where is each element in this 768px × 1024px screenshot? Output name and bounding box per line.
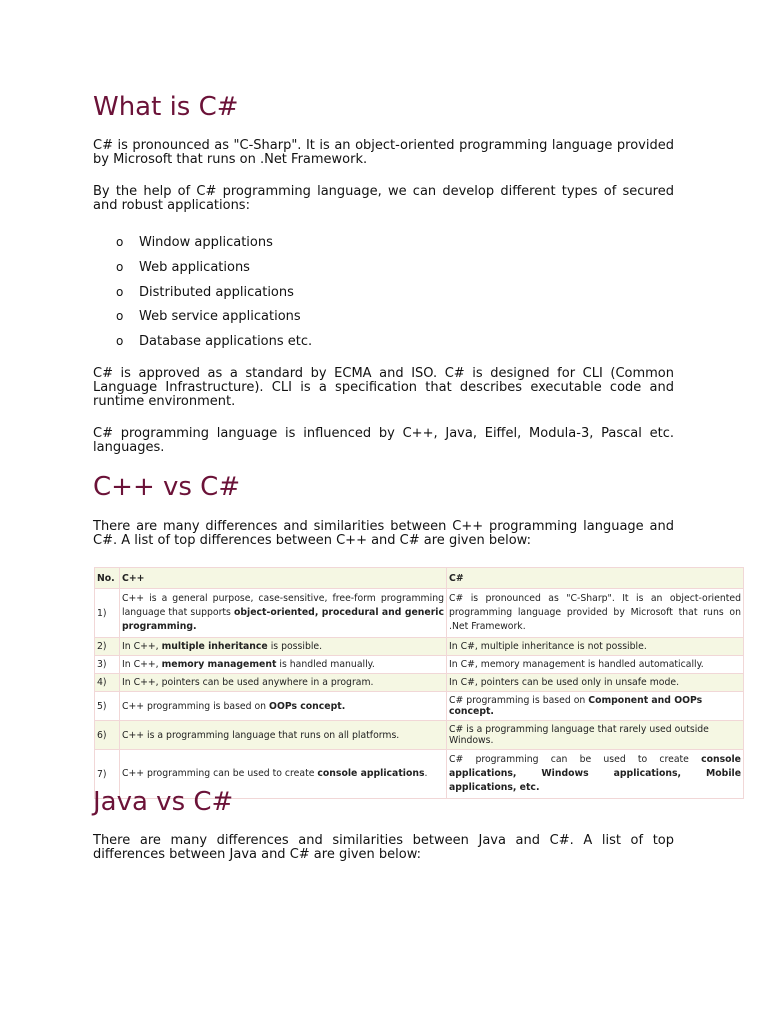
paragraph-applications: By the help of C# programming language, we can develop different types of secured and robust applications: (93, 184, 674, 213)
cell-text-segment: C# is pronounced as "C-Sharp". It is an object-oriented programming language provided by Microsoft that runs on .Net Framework. (449, 593, 741, 632)
application-types-list (116, 234, 312, 358)
table-row (95, 674, 744, 692)
cell-text-segment: OOPs concept. (269, 700, 346, 712)
cell-text-segment: C++ is a general purpose, case-sensitive, free-form programming language that supports (122, 593, 444, 618)
cell-cpp (120, 589, 447, 638)
cell-csharp (447, 674, 744, 692)
heading-what-is-csharp: What is C# (93, 92, 239, 122)
cell-csharp (447, 750, 744, 799)
cell-text-segment: is handled manually. (276, 659, 375, 670)
cell-text-segment: In C++, pointers can be used anywhere in a program. (122, 677, 374, 688)
column-header-csharp: C# (447, 568, 744, 589)
bullet-marker: o (116, 284, 124, 299)
table-header-row (95, 568, 744, 589)
heading-cpp-vs-csharp: C++ vs C# (93, 472, 241, 502)
column-header-cpp: C++ (120, 568, 447, 589)
bullet-marker: o (116, 235, 124, 249)
cell-text-segment: In C#, pointers can be used only in unsafe mode. (449, 677, 680, 688)
heading-java-vs-csharp: Java vs C# (93, 787, 234, 817)
cell-no: 7) (95, 750, 120, 799)
cell-text-segment: memory management (161, 659, 277, 670)
cell-no: 5) (95, 692, 120, 721)
list-item: o Web applications (116, 259, 312, 284)
paragraph-cpp-vs-csharp: There are many differences and similarities between C++ programming language and C#. A list of top differences between C++ and C# are given below: (93, 519, 674, 548)
bullet-marker: o (116, 259, 124, 274)
cell-text-segment: Component and OOPs concept. (449, 695, 703, 717)
cell-no: 6) (95, 721, 120, 750)
list-item: o Web service applications (116, 308, 312, 333)
list-item: o Distributed applications (116, 284, 312, 309)
cell-cpp (120, 692, 447, 721)
bullet-marker: o (116, 334, 124, 349)
cell-text-segment: C++ programming can be used to create (122, 768, 318, 779)
cell-text-segment: console applications (317, 768, 425, 779)
cell-text-segment: C# is a programming language that rarely used outside Windows. (449, 724, 709, 746)
cell-text-segment: C# programming can be used to create (449, 754, 702, 765)
cell-text-segment: multiple inheritance (161, 641, 268, 652)
table-row (95, 638, 744, 656)
table-row (95, 692, 744, 721)
comparison-table (94, 567, 744, 799)
cell-no: 1) (95, 589, 120, 638)
cell-cpp (120, 721, 447, 750)
paragraph-java-vs-csharp: There are many differences and similarities between Java and C#. A list of top differences between Java and C# are given below: (93, 833, 674, 862)
paragraph-intro: C# is pronounced as "C-Sharp". It is an object-oriented programming language provided by Microsoft that runs on .Net Framework. (93, 138, 674, 167)
cell-text-segment: C# programming is based on (449, 695, 589, 706)
cell-text-segment: In C#, multiple inheritance is not possible. (449, 641, 647, 652)
cell-csharp (447, 638, 744, 656)
cell-cpp (120, 674, 447, 692)
cell-text-segment: In C++, (122, 641, 162, 652)
cell-no: 3) (95, 656, 120, 674)
column-header-no: No. (95, 568, 120, 589)
cell-text-segment: In C#, memory management is handled automatically. (449, 659, 704, 670)
cell-csharp (447, 589, 744, 638)
cell-text-segment: C++ is a programming language that runs on all platforms. (122, 729, 400, 741)
table-row (95, 589, 744, 638)
cell-csharp (447, 656, 744, 674)
paragraph-influences: C# programming language is influenced by C++, Java, Eiffel, Modula-3, Pascal etc. languages. (93, 426, 674, 455)
cell-csharp (447, 721, 744, 750)
table-row (95, 656, 744, 674)
cell-text-segment: C++ programming is based on (122, 700, 270, 712)
list-item: o Window applications (116, 234, 312, 259)
cell-no: 2) (95, 638, 120, 656)
cell-cpp (120, 656, 447, 674)
cell-text-segment: object-oriented, procedural and generic programming. (122, 607, 444, 632)
cell-text-segment: In C++, (122, 659, 162, 670)
cell-csharp (447, 692, 744, 721)
cell-text-segment: . (424, 768, 428, 779)
list-item: o Database applications etc. (116, 333, 312, 358)
cell-no: 4) (95, 674, 120, 692)
table-row (95, 721, 744, 750)
cell-text-segment: is possible. (267, 641, 323, 652)
bullet-marker: o (116, 309, 124, 324)
cell-cpp (120, 638, 447, 656)
cell-text-segment: console applications, Windows applications, Mobile applications, etc. (449, 754, 741, 793)
paragraph-ecma-iso: C# is approved as a standard by ECMA and ISO. C# is designed for CLI (Common Language Infrastructure). CLI is a specification that describes executable code and runtime environment. (93, 366, 674, 409)
